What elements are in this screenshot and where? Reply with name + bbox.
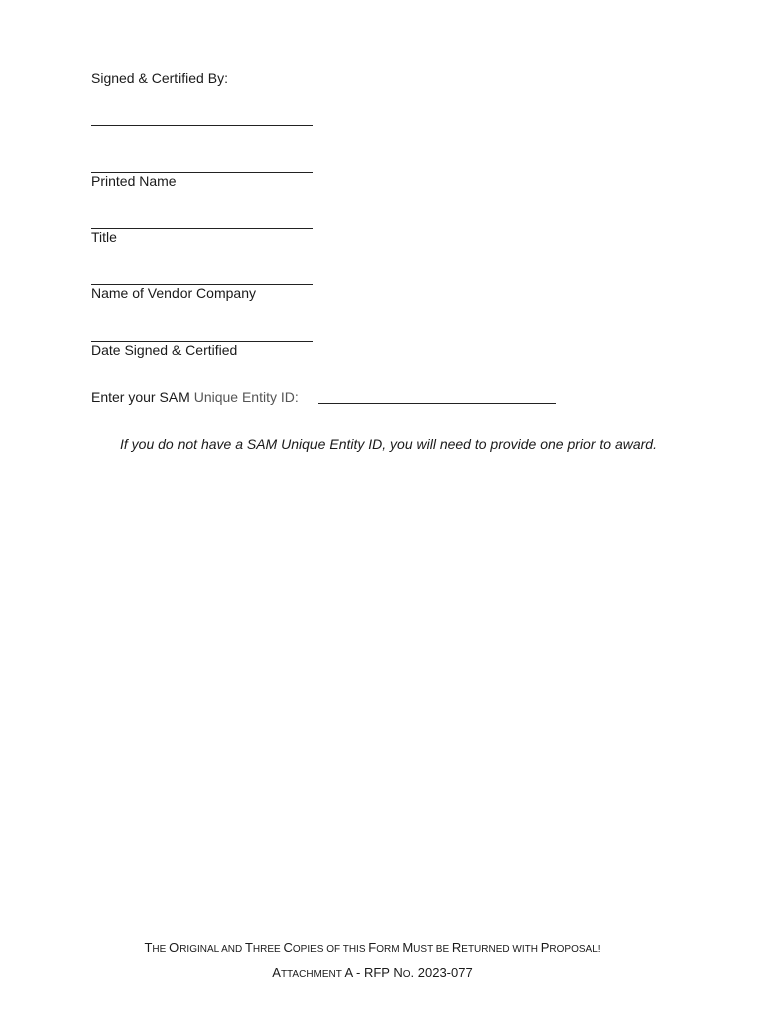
sam-prompt-prefix: Enter your SAM (91, 389, 194, 405)
date-signed-label: Date Signed & Certified (91, 342, 238, 358)
footer-line2-part-small-2: O (402, 969, 411, 980)
footer-line1-part-small-0: HE (152, 944, 170, 955)
footer-line1-part-big-5: M (402, 940, 414, 955)
vendor-company-label: Name of Vendor Company (91, 285, 256, 301)
sam-id-note: If you do not have a SAM Unique Entity ID, you will need to provide one prior to award. (120, 436, 657, 452)
footer-line1-part-small-6: ETURNED WITH (461, 944, 541, 955)
footer-line1-part-small-1: RIGINAL AND (179, 944, 245, 955)
title-line[interactable] (91, 228, 313, 229)
footer-line2-part-small-0: TTACHMENT (280, 969, 345, 980)
title-label: Title (91, 229, 117, 245)
footer-line1-part-big-1: O (169, 940, 180, 955)
footer-line1-part-big-6: R (451, 940, 462, 955)
sam-id-prompt (91, 389, 299, 405)
signed-certified-heading: Signed & Certified By: (91, 70, 228, 86)
footer-line1-part-small-4: ORM (376, 944, 403, 955)
footer-line1-part-big-7: P (540, 940, 550, 955)
footer-line2-part-big-0: A (272, 965, 281, 980)
footer-line1-part-small-2: HREE (252, 944, 284, 955)
footer-line1-part-small-7: ROPOSAL! (549, 944, 601, 955)
footer-line1-part-big-0: T (144, 940, 153, 955)
footer-attachment-id (0, 965, 745, 983)
footer-line2-part-big-3: . 2023-077 (410, 965, 473, 980)
footer-line2-part-big-1: A - RFP N (344, 965, 403, 980)
footer-line1-part-small-3: OPIES OF THIS (292, 944, 369, 955)
sam-id-field[interactable] (318, 403, 556, 404)
sam-prompt-suffix: Unique Entity ID: (193, 389, 299, 405)
printed-name-label: Printed Name (91, 173, 177, 189)
footer-line1-part-big-4: F (368, 940, 377, 955)
footer-line1-part-big-3: C (283, 940, 293, 955)
signature-line[interactable] (91, 125, 313, 126)
footer-line1-part-small-5: UST BE (413, 944, 452, 955)
footer-line1-part-big-2: T (244, 940, 253, 955)
footer-return-notice (0, 940, 745, 958)
